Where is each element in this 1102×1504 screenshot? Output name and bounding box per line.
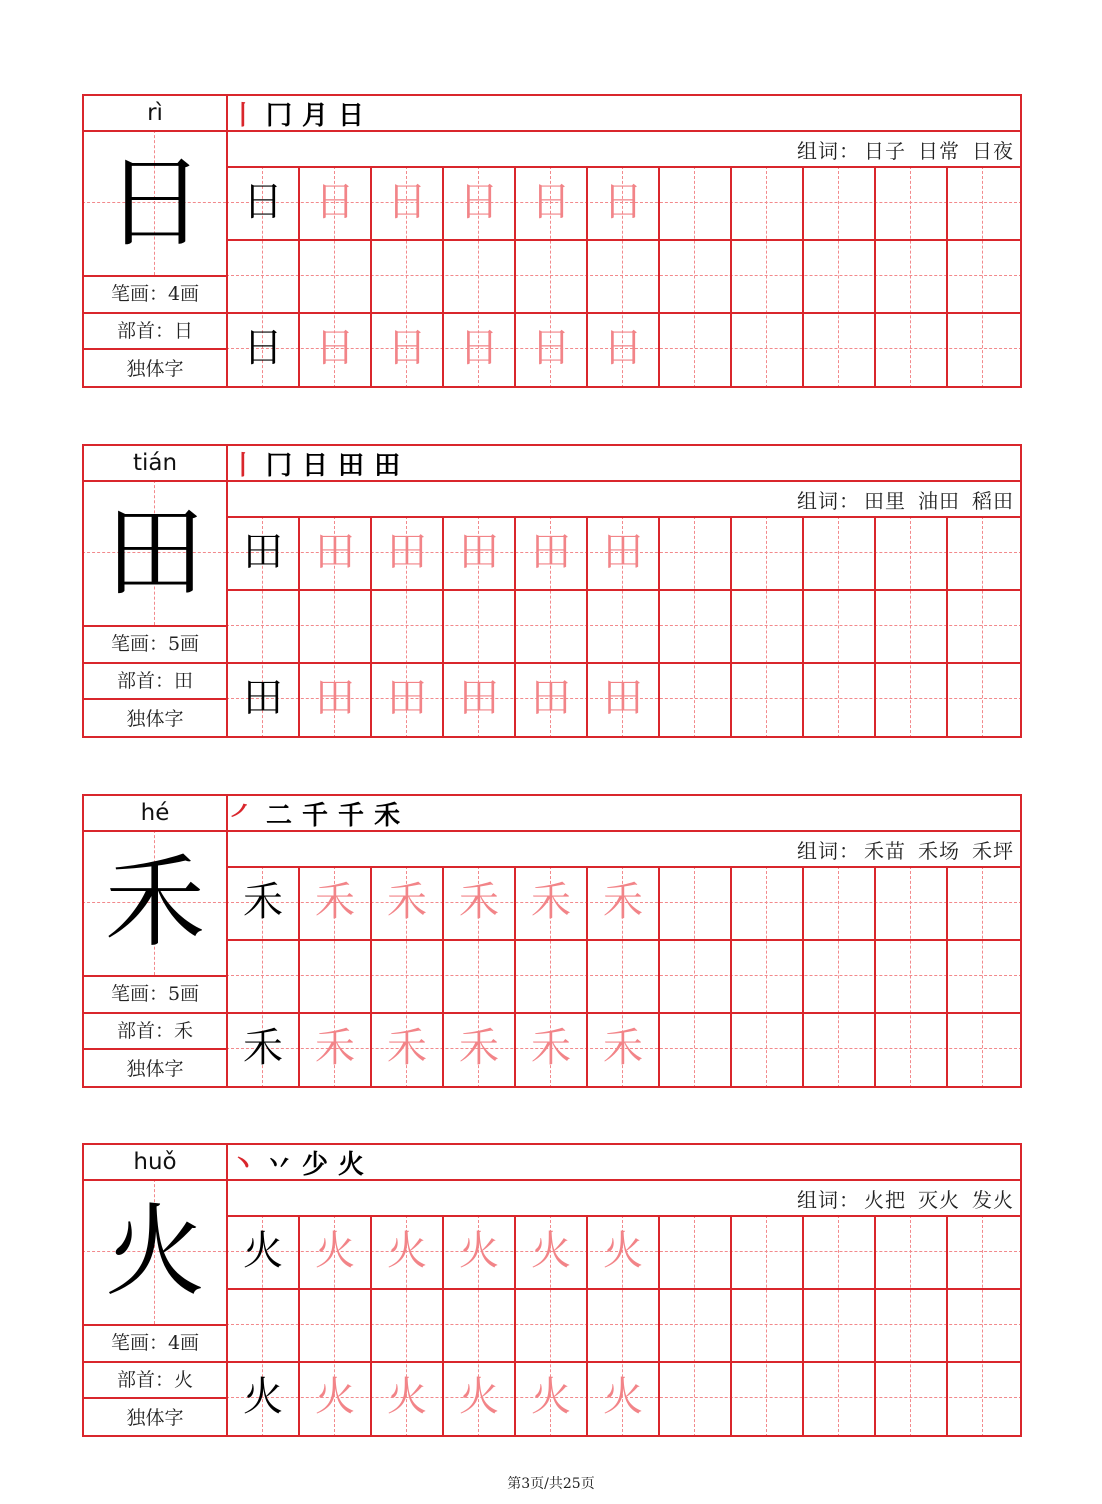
word-example: 稻田: [972, 488, 1014, 513]
words-label: 组词：: [797, 1187, 860, 1212]
trace-character: 日: [531, 179, 571, 225]
word-example: 灭火: [918, 1187, 960, 1212]
trace-character: 禾: [315, 879, 355, 925]
trace-character: 田: [603, 529, 643, 575]
trace-character: 火: [531, 1228, 571, 1274]
stroke-step: 禾: [374, 800, 401, 831]
trace-character: 火: [603, 1374, 643, 1420]
trace-character: 日: [603, 179, 643, 225]
trace-character: 禾: [531, 879, 571, 925]
trace-character: 田: [531, 529, 571, 575]
word-examples: [797, 832, 1014, 866]
grid-guide: [838, 166, 839, 388]
trace-character: 禾: [531, 1025, 571, 1071]
stroke-step: 田: [338, 450, 365, 481]
structure-label: 独体字: [126, 1057, 184, 1080]
stroke-order: [230, 446, 400, 480]
stroke-step: 日: [302, 450, 329, 481]
structure-label: 独体字: [126, 357, 184, 380]
stroke-step: 日: [338, 100, 365, 131]
model-character: 日: [105, 143, 205, 261]
word-example: 火把: [864, 1187, 906, 1212]
stroke-order: [230, 1145, 364, 1179]
pinyin-label: huǒ: [133, 1149, 177, 1175]
stroke-step: 丨: [230, 450, 257, 481]
word-examples: [797, 482, 1014, 516]
example-character: 禾: [243, 1025, 283, 1071]
radical-label: 部首：禾: [116, 1019, 193, 1042]
trace-character: 田: [603, 675, 643, 721]
grid-guide: [910, 166, 911, 388]
trace-character: 田: [387, 529, 427, 575]
stroke-count-label: 笔画：4画: [110, 1331, 200, 1354]
word-example: 发火: [972, 1187, 1014, 1212]
grid-guide: [910, 866, 911, 1088]
trace-character: 田: [459, 529, 499, 575]
grid-guide: [910, 1215, 911, 1437]
model-character: 禾: [105, 843, 205, 961]
example-character: 火: [243, 1228, 283, 1274]
word-example: 日夜: [972, 138, 1014, 163]
structure-label: 独体字: [126, 707, 184, 730]
word-examples: [797, 1181, 1014, 1215]
word-example: 日子: [864, 138, 906, 163]
trace-character: 日: [315, 325, 355, 371]
model-character: 田: [105, 493, 205, 611]
grid-guide: [226, 625, 1022, 626]
trace-character: 田: [531, 675, 571, 721]
grid-guide: [838, 516, 839, 738]
words-label: 组词：: [797, 138, 860, 163]
trace-character: 日: [387, 325, 427, 371]
character-block: [82, 794, 1022, 1088]
grid-guide: [694, 1215, 695, 1437]
trace-character: 日: [387, 179, 427, 225]
trace-character: 禾: [459, 879, 499, 925]
trace-character: 日: [531, 325, 571, 371]
stroke-count-label: 笔画：5画: [110, 982, 200, 1005]
trace-character: 日: [315, 179, 355, 225]
pinyin-label: rì: [147, 100, 163, 126]
trace-character: 火: [315, 1374, 355, 1420]
stroke-order: [230, 96, 364, 130]
character-block: [82, 1143, 1022, 1437]
stroke-order: [230, 796, 400, 830]
structure-label: 独体字: [126, 1406, 184, 1429]
grid-guide: [910, 516, 911, 738]
word-example: 油田: [918, 488, 960, 513]
stroke-step: ㇒: [230, 800, 257, 831]
grid-guide: [766, 1215, 767, 1437]
trace-character: 火: [387, 1374, 427, 1420]
stroke-step: 二: [266, 800, 293, 831]
radical-label: 部首：日: [116, 319, 193, 342]
grid-guide: [982, 166, 983, 388]
trace-character: 田: [459, 675, 499, 721]
grid-guide: [226, 975, 1022, 976]
example-character: 日: [243, 179, 283, 225]
pinyin-label: hé: [140, 800, 170, 826]
example-character: 禾: [243, 879, 283, 925]
trace-character: 火: [459, 1228, 499, 1274]
stroke-step: 冂: [266, 450, 293, 481]
page-number: 第3页/共25页: [507, 1476, 595, 1492]
trace-character: 禾: [387, 879, 427, 925]
word-example: 禾坪: [972, 838, 1014, 863]
example-character: 田: [243, 675, 283, 721]
trace-character: 火: [531, 1374, 571, 1420]
grid-guide: [982, 516, 983, 738]
trace-character: 田: [315, 675, 355, 721]
grid-guide: [838, 1215, 839, 1437]
stroke-step: 丶: [230, 1149, 257, 1180]
stroke-step: 千: [302, 800, 329, 831]
word-example: 田里: [864, 488, 906, 513]
grid-guide: [766, 516, 767, 738]
grid-guide: [838, 866, 839, 1088]
trace-character: 禾: [387, 1025, 427, 1071]
grid-guide: [982, 866, 983, 1088]
words-label: 组词：: [797, 838, 860, 863]
pinyin-label: tián: [132, 450, 178, 476]
grid-guide: [694, 166, 695, 388]
grid-guide: [226, 1324, 1022, 1325]
trace-character: 禾: [315, 1025, 355, 1071]
grid-guide: [766, 166, 767, 388]
stroke-step: 丷: [266, 1149, 293, 1180]
trace-character: 火: [315, 1228, 355, 1274]
stroke-step: 冂: [266, 100, 293, 131]
trace-character: 火: [387, 1228, 427, 1274]
example-character: 田: [243, 529, 283, 575]
stroke-step: 田: [374, 450, 401, 481]
grid-guide: [766, 866, 767, 1088]
grid-guide: [226, 275, 1022, 276]
radical-label: 部首：火: [116, 1368, 193, 1391]
stroke-step: 丨: [230, 100, 257, 131]
radical-label: 部首：田: [116, 669, 193, 692]
stroke-count-label: 笔画：5画: [110, 632, 200, 655]
stroke-step: 少: [302, 1149, 329, 1180]
trace-character: 日: [459, 325, 499, 371]
model-character: 火: [105, 1192, 205, 1310]
trace-character: 田: [387, 675, 427, 721]
trace-character: 禾: [603, 1025, 643, 1071]
example-character: 火: [243, 1374, 283, 1420]
trace-character: 日: [603, 325, 643, 371]
word-example: 禾苗: [864, 838, 906, 863]
stroke-step: 火: [338, 1149, 365, 1180]
stroke-step: 千: [338, 800, 365, 831]
stroke-count-label: 笔画：4画: [110, 282, 200, 305]
words-label: 组词：: [797, 488, 860, 513]
word-example: 日常: [918, 138, 960, 163]
trace-character: 日: [459, 179, 499, 225]
character-block: [82, 94, 1022, 388]
word-examples: [797, 132, 1014, 166]
grid-guide: [694, 866, 695, 1088]
trace-character: 火: [459, 1374, 499, 1420]
trace-character: 禾: [459, 1025, 499, 1071]
grid-guide: [694, 516, 695, 738]
trace-character: 田: [315, 529, 355, 575]
trace-character: 火: [603, 1228, 643, 1274]
character-block: [82, 444, 1022, 738]
example-character: 日: [243, 325, 283, 371]
grid-guide: [982, 1215, 983, 1437]
trace-character: 禾: [603, 879, 643, 925]
word-example: 禾场: [918, 838, 960, 863]
stroke-step: 月: [302, 100, 329, 131]
